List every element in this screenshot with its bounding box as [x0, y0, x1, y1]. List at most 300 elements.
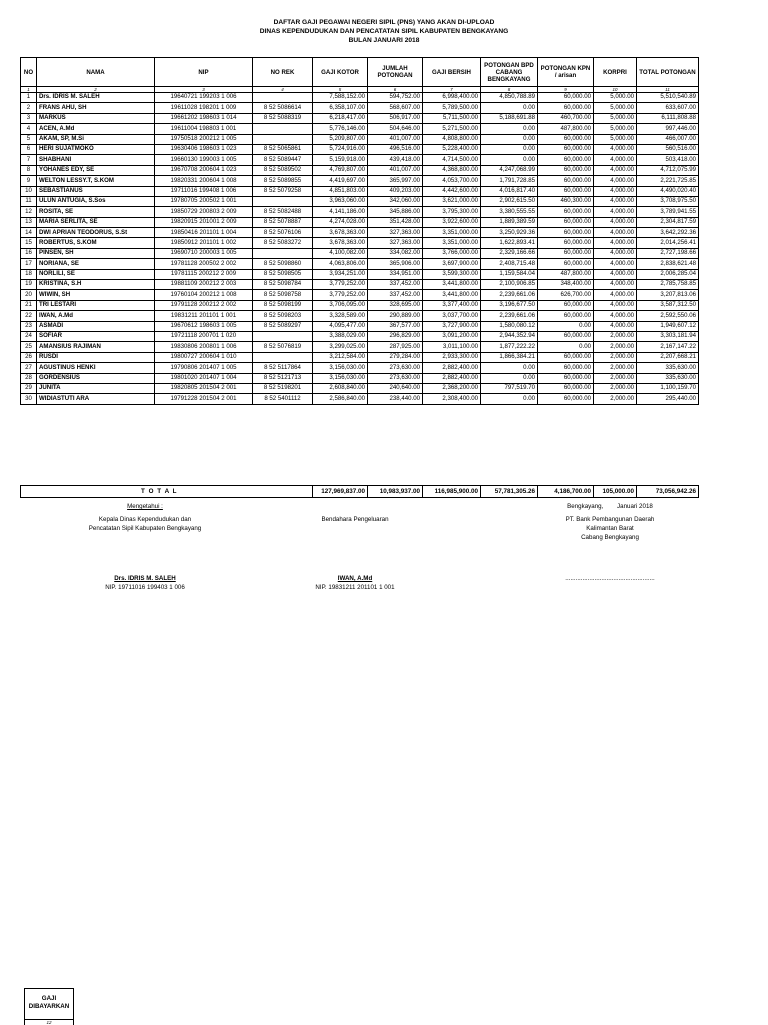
- column-header: NO: [21, 58, 37, 87]
- cell-no-rek: [253, 331, 313, 341]
- cell-nip: 19780705 200502 1 001: [155, 196, 253, 206]
- total-jumlah-potongan: 10,983,937.00: [368, 486, 423, 498]
- cell-potongan-kpn: 60,000.00: [538, 248, 594, 258]
- cell-nama: AKAM, SP, M.Si: [37, 134, 155, 144]
- cell-no-rek: 8 52 5083272: [253, 238, 313, 248]
- cell-no-rek: 8 52 5078887: [253, 217, 313, 227]
- table-row: [21, 176, 699, 186]
- cell-potongan-bpd: 0.00: [481, 144, 538, 154]
- cell-total-potongan: 997,446.00: [637, 124, 699, 134]
- cell-gaji-bersih: 4,442,600.00: [423, 186, 481, 196]
- cell-jumlah-potongan: 409,203.00: [368, 186, 423, 196]
- cell-gaji-bersih: 4,368,800.00: [423, 165, 481, 175]
- cell-potongan-bpd: 2,902,615.50: [481, 196, 538, 206]
- cell-gaji-bersih: 3,795,300.00: [423, 207, 481, 217]
- cell-no: 4: [21, 124, 37, 134]
- column-header: NIP: [155, 58, 253, 87]
- cell-nama: AGUSTINUS HENKI: [37, 363, 155, 373]
- cell-nama: KRISTINA, S.H: [37, 280, 155, 290]
- cell-korpri: 4,000.00: [594, 228, 637, 238]
- cell-nip: 19791128 200212 2 002: [155, 300, 253, 310]
- cell-gaji-kotor: 5,209,807.00: [313, 134, 368, 144]
- cell-jumlah-potongan: 401,007.00: [368, 165, 423, 175]
- cell-korpri: 4,000.00: [594, 311, 637, 321]
- cell-no-rek: 8 52 5088319: [253, 113, 313, 123]
- cell-potongan-bpd: 1,866,384.21: [481, 352, 538, 362]
- cell-no: 26: [21, 352, 37, 362]
- cell-gaji-bersih: 6,998,400.00: [423, 93, 481, 103]
- salary-table: [20, 57, 699, 405]
- cell-nip: 19670708 200604 1 023: [155, 165, 253, 175]
- cell-no-rek: 8 52 5117864: [253, 363, 313, 373]
- cell-gaji-bersih: 3,091,200.00: [423, 331, 481, 341]
- cell-total-potongan: 2,207,668.21: [637, 352, 699, 362]
- table-row: [21, 124, 699, 134]
- column-number: 10: [594, 87, 637, 93]
- cell-nama: WELTON LESSY.T, S.KOM: [37, 176, 155, 186]
- cell-gaji-bersih: 3,766,000.00: [423, 248, 481, 258]
- cell-total-potongan: 2,785,758.85: [637, 280, 699, 290]
- cell-korpri: 2,000.00: [594, 363, 637, 373]
- column-number: 11: [637, 87, 699, 93]
- cell-total-potongan: 5,510,540.89: [637, 93, 699, 103]
- table-body: [21, 93, 699, 405]
- cell-potongan-kpn: 60,000.00: [538, 259, 594, 269]
- cell-gaji-kotor: 3,934,251.00: [313, 269, 368, 279]
- cell-nip: 19790806 201407 1 005: [155, 363, 253, 373]
- cell-nama: HERI SUJATMOKO: [37, 144, 155, 154]
- cell-gaji-kotor: 3,156,030.00: [313, 373, 368, 383]
- cell-no-rek: 8 52 5098758: [253, 290, 313, 300]
- cell-no: 24: [21, 331, 37, 341]
- cell-no-rek: 8 52 5401112: [253, 394, 313, 404]
- cell-nip: 19660130 199003 1 005: [155, 155, 253, 165]
- cell-potongan-bpd: 1,889,389.59: [481, 217, 538, 227]
- table-row: [21, 186, 699, 196]
- column-header: POTONGAN KPN / arisan: [538, 58, 594, 87]
- cell-nama: WIDIASTUTI ARA: [37, 394, 155, 404]
- cell-gaji-kotor: 4,095,477.00: [313, 321, 368, 331]
- cell-no-rek: 8 52 5065861: [253, 144, 313, 154]
- cell-nip: 19850729 200803 2 009: [155, 207, 253, 217]
- cell-potongan-bpd: 2,944,352.94: [481, 331, 538, 341]
- title-line-1: DAFTAR GAJI PEGAWAI NEGERI SIPIL (PNS) YANG AKAN DI-UPLOAD: [273, 19, 495, 26]
- total-gaji-kotor: 127,969,837.00: [313, 486, 368, 498]
- column-number: 5: [313, 87, 368, 93]
- cell-nama: RUSDI: [37, 352, 155, 362]
- cell-jumlah-potongan: 594,752.00: [368, 93, 423, 103]
- cell-potongan-kpn: 60,000.00: [538, 228, 594, 238]
- cell-potongan-kpn: 60,000.00: [538, 373, 594, 383]
- total-total-potongan: 73,056,942.26: [637, 486, 699, 498]
- cell-potongan-kpn: 0.00: [538, 342, 594, 352]
- cell-no: 12: [21, 207, 37, 217]
- cell-no-rek: [253, 124, 313, 134]
- cell-potongan-bpd: 3,196,677.50: [481, 300, 538, 310]
- cell-no: 2: [21, 103, 37, 113]
- cell-jumlah-potongan: 296,829.00: [368, 331, 423, 341]
- cell-gaji-kotor: 3,706,095.00: [313, 300, 368, 310]
- cell-nama: PINSEN, SH: [37, 248, 155, 258]
- cell-total-potongan: 466,007.00: [637, 134, 699, 144]
- cell-jumlah-potongan: 273,630.00: [368, 363, 423, 373]
- cell-no: 7: [21, 155, 37, 165]
- cell-gaji-kotor: 4,141,186.00: [313, 207, 368, 217]
- table-row: [21, 373, 699, 383]
- cell-no-rek: [253, 352, 313, 362]
- cell-jumlah-potongan: 334,951.00: [368, 269, 423, 279]
- cell-korpri: 4,000.00: [594, 269, 637, 279]
- cell-total-potongan: 3,708,975.50: [637, 196, 699, 206]
- cell-gaji-kotor: 2,608,840.00: [313, 383, 368, 393]
- cell-gaji-kotor: 4,274,028.00: [313, 217, 368, 227]
- cell-no: 8: [21, 165, 37, 175]
- cell-nip: 19640721 199203 1 006: [155, 93, 253, 103]
- cell-gaji-bersih: 4,053,700.00: [423, 176, 481, 186]
- cell-total-potongan: 295,440.00: [637, 394, 699, 404]
- place-date: Bengkayang, Januari 2018: [567, 503, 653, 510]
- cell-potongan-kpn: 60,000.00: [538, 165, 594, 175]
- cell-potongan-bpd: 4,850,788.89: [481, 93, 538, 103]
- cell-total-potongan: 6,111,808.88: [637, 113, 699, 123]
- table-row: [21, 342, 699, 352]
- cell-korpri: 2,000.00: [594, 373, 637, 383]
- cell-jumlah-potongan: 345,886.00: [368, 207, 423, 217]
- mengetahui-label: Mengetahui :: [127, 503, 163, 510]
- cell-nip: 19820331 200604 1 008: [155, 176, 253, 186]
- cell-potongan-kpn: 60,000.00: [538, 300, 594, 310]
- signature-right: [535, 502, 685, 542]
- cell-korpri: 4,000.00: [594, 280, 637, 290]
- cell-potongan-kpn: 487,800.00: [538, 124, 594, 134]
- cell-gaji-kotor: 3,328,589.00: [313, 311, 368, 321]
- cell-total-potongan: 1,949,607.12: [637, 321, 699, 331]
- cell-korpri: 4,000.00: [594, 290, 637, 300]
- cell-no: 13: [21, 217, 37, 227]
- cell-total-potongan: 3,642,292.36: [637, 228, 699, 238]
- cell-potongan-bpd: 1,877,222.22: [481, 342, 538, 352]
- signature-middle: [290, 515, 420, 524]
- cell-total-potongan: 560,516.00: [637, 144, 699, 154]
- cell-potongan-bpd: 4,247,068.99: [481, 165, 538, 175]
- cell-no: 11: [21, 196, 37, 206]
- cell-potongan-kpn: 460,300.00: [538, 196, 594, 206]
- cell-potongan-kpn: 60,000.00: [538, 93, 594, 103]
- cell-no-rek: 8 52 5198201: [253, 383, 313, 393]
- title-line-3: BULAN JANUARI 2018: [348, 37, 420, 44]
- cell-potongan-bpd: 2,329,166.66: [481, 248, 538, 258]
- cell-jumlah-potongan: 287,925.00: [368, 342, 423, 352]
- cell-no-rek: 8 52 5082488: [253, 207, 313, 217]
- cell-potongan-kpn: 60,000.00: [538, 363, 594, 373]
- cell-potongan-kpn: 460,700.00: [538, 113, 594, 123]
- cell-potongan-bpd: 5,188,691.88: [481, 113, 538, 123]
- cell-korpri: 2,000.00: [594, 394, 637, 404]
- gaji-label: GAJI: [41, 995, 57, 1002]
- cell-gaji-bersih: 5,271,500.00: [423, 124, 481, 134]
- cell-total-potongan: 2,006,285.04: [637, 269, 699, 279]
- cell-jumlah-potongan: 367,577.00: [368, 321, 423, 331]
- cell-no: 1: [21, 93, 37, 103]
- cell-nip: 19760104 200212 1 008: [155, 290, 253, 300]
- total-table: [20, 485, 699, 498]
- cell-nip: 19850416 201101 1 004: [155, 228, 253, 238]
- left-signer-nip: NIP. 19711016 199403 1 006: [105, 584, 185, 591]
- cell-nama: ASMADI: [37, 321, 155, 331]
- right-title-line-1: PT. Bank Pembangunan Daerah: [565, 516, 655, 523]
- column-header: NAMA: [37, 58, 155, 87]
- cell-potongan-kpn: 60,000.00: [538, 155, 594, 165]
- cell-nama: ULUN ANTUGIA, S.Sos: [37, 196, 155, 206]
- column-header: KORPRI: [594, 58, 637, 87]
- cell-korpri: 2,000.00: [594, 342, 637, 352]
- cell-potongan-kpn: 487,800.00: [538, 269, 594, 279]
- cell-gaji-kotor: 5,159,918.00: [313, 155, 368, 165]
- cell-no-rek: 8 52 5089855: [253, 176, 313, 186]
- cell-gaji-kotor: 3,678,363.00: [313, 228, 368, 238]
- cell-korpri: 5,000.00: [594, 103, 637, 113]
- cell-nip: 19611028 198201 1 009: [155, 103, 253, 113]
- cell-gaji-bersih: 5,789,500.00: [423, 103, 481, 113]
- cell-no-rek: [253, 196, 313, 206]
- cell-jumlah-potongan: 327,363.00: [368, 228, 423, 238]
- right-signer-name: ....................................................: [565, 575, 655, 582]
- cell-potongan-kpn: 60,000.00: [538, 144, 594, 154]
- cell-potongan-kpn: 60,000.00: [538, 238, 594, 248]
- cell-no-rek: [253, 93, 313, 103]
- column-header: GAJI KOTOR: [313, 58, 368, 87]
- cell-gaji-kotor: 3,779,252.00: [313, 280, 368, 290]
- cell-total-potongan: 2,727,198.66: [637, 248, 699, 258]
- cell-korpri: 4,000.00: [594, 300, 637, 310]
- table-row: [21, 352, 699, 362]
- cell-no: 19: [21, 280, 37, 290]
- cell-nip: 19721118 200701 1 020: [155, 331, 253, 341]
- cell-gaji-bersih: 2,882,400.00: [423, 373, 481, 383]
- cell-jumlah-potongan: 342,060.00: [368, 196, 423, 206]
- cell-nip: 19801020 201407 1 004: [155, 373, 253, 383]
- cell-gaji-kotor: 5,724,916.00: [313, 144, 368, 154]
- column-header: NO REK: [253, 58, 313, 87]
- cell-nip: 19820915 201001 2 009: [155, 217, 253, 227]
- table-row: [21, 113, 699, 123]
- cell-gaji-bersih: 3,441,800.00: [423, 290, 481, 300]
- cell-gaji-bersih: 3,697,900.00: [423, 259, 481, 269]
- cell-no: 20: [21, 290, 37, 300]
- cell-no-rek: 8 52 5076106: [253, 228, 313, 238]
- cell-total-potongan: 2,014,256.41: [637, 238, 699, 248]
- total-korpri: 105,000.00: [594, 486, 637, 498]
- column-number: 1: [21, 87, 37, 93]
- cell-nip: 19690710 200003 1 005: [155, 248, 253, 258]
- cell-nip: 19711016 199408 1 006: [155, 186, 253, 196]
- cell-potongan-kpn: 60,000.00: [538, 394, 594, 404]
- cell-nama: ROSITA, SE: [37, 207, 155, 217]
- table-row: [21, 290, 699, 300]
- cell-nip: 19881109 200212 2 003: [155, 280, 253, 290]
- table-row: [21, 248, 699, 258]
- cell-gaji-bersih: 2,308,400.00: [423, 394, 481, 404]
- column-header: GAJI BERSIH: [423, 58, 481, 87]
- cell-korpri: 4,000.00: [594, 155, 637, 165]
- cell-no: 21: [21, 300, 37, 310]
- cell-gaji-bersih: 4,714,500.00: [423, 155, 481, 165]
- cell-potongan-bpd: 2,239,661.06: [481, 311, 538, 321]
- cell-jumlah-potongan: 327,363.00: [368, 238, 423, 248]
- cell-korpri: 5,000.00: [594, 93, 637, 103]
- cell-jumlah-potongan: 328,695.00: [368, 300, 423, 310]
- table-row: [21, 134, 699, 144]
- cell-gaji-kotor: 3,388,029.00: [313, 331, 368, 341]
- cell-potongan-bpd: 4,016,817.40: [481, 186, 538, 196]
- table-row: [21, 269, 699, 279]
- cell-nip: 19781128 200502 2 002: [155, 259, 253, 269]
- cell-nama: JUNITA: [37, 383, 155, 393]
- cell-gaji-kotor: 4,851,803.00: [313, 186, 368, 196]
- cell-potongan-kpn: 60,000.00: [538, 176, 594, 186]
- cell-potongan-kpn: 60,000.00: [538, 217, 594, 227]
- left-title-line-2: Pencatatan Sipil Kabupaten Bengkayang: [88, 525, 202, 532]
- table-row: [21, 144, 699, 154]
- cell-korpri: 4,000.00: [594, 196, 637, 206]
- cell-total-potongan: 335,630.00: [637, 373, 699, 383]
- cell-total-potongan: 2,221,725.85: [637, 176, 699, 186]
- table-row: [21, 363, 699, 373]
- cell-potongan-kpn: 0.00: [538, 321, 594, 331]
- cell-jumlah-potongan: 506,917.00: [368, 113, 423, 123]
- cell-no-rek: [253, 248, 313, 258]
- cell-jumlah-potongan: 568,607.00: [368, 103, 423, 113]
- cell-no: 16: [21, 248, 37, 258]
- cell-jumlah-potongan: 337,452.00: [368, 280, 423, 290]
- cell-nama: NORIANA, SE: [37, 259, 155, 269]
- cell-jumlah-potongan: 496,516.00: [368, 144, 423, 154]
- cell-gaji-bersih: 3,351,000.00: [423, 238, 481, 248]
- cell-potongan-bpd: 0.00: [481, 124, 538, 134]
- cell-gaji-bersih: 2,933,300.00: [423, 352, 481, 362]
- cell-total-potongan: 4,712,075.99: [637, 165, 699, 175]
- cell-gaji-kotor: 3,299,025.00: [313, 342, 368, 352]
- cell-no-rek: 8 52 5089502: [253, 165, 313, 175]
- table-row: [21, 383, 699, 393]
- document-title: [0, 18, 768, 45]
- gaji-column-number: 12: [25, 1019, 73, 1025]
- cell-gaji-kotor: 4,419,697.00: [313, 176, 368, 186]
- cell-gaji-kotor: 4,769,807.00: [313, 165, 368, 175]
- cell-gaji-kotor: 7,588,152.00: [313, 93, 368, 103]
- middle-signer-name: IWAN, A.Md: [337, 575, 373, 582]
- signature-left-name: [70, 574, 220, 592]
- cell-jumlah-potongan: 334,082.00: [368, 248, 423, 258]
- cell-no: 5: [21, 134, 37, 144]
- cell-total-potongan: 4,490,020.40: [637, 186, 699, 196]
- cell-no-rek: 8 52 5086614: [253, 103, 313, 113]
- cell-potongan-kpn: 60,000.00: [538, 207, 594, 217]
- cell-total-potongan: 2,304,817.59: [637, 217, 699, 227]
- cell-potongan-bpd: 1,159,584.04: [481, 269, 538, 279]
- cell-nama: DWI APRIAN TEODORUS, S.St: [37, 228, 155, 238]
- table-row: [21, 300, 699, 310]
- cell-jumlah-potongan: 365,997.00: [368, 176, 423, 186]
- cell-potongan-kpn: 60,000.00: [538, 134, 594, 144]
- cell-korpri: 2,000.00: [594, 383, 637, 393]
- cell-jumlah-potongan: 401,007.00: [368, 134, 423, 144]
- cell-total-potongan: 2,838,621.48: [637, 259, 699, 269]
- table-row: [21, 311, 699, 321]
- cell-nip: 19781115 200212 2 009: [155, 269, 253, 279]
- cell-gaji-kotor: 6,358,107.00: [313, 103, 368, 113]
- cell-gaji-kotor: 3,678,363.00: [313, 238, 368, 248]
- table-row: [21, 207, 699, 217]
- cell-no: 15: [21, 238, 37, 248]
- cell-gaji-kotor: 3,156,030.00: [313, 363, 368, 373]
- cell-korpri: 2,000.00: [594, 352, 637, 362]
- cell-potongan-kpn: 60,000.00: [538, 352, 594, 362]
- cell-korpri: 4,000.00: [594, 259, 637, 269]
- column-number: 3: [155, 87, 253, 93]
- table-row: [21, 331, 699, 341]
- cell-no: 10: [21, 186, 37, 196]
- cell-total-potongan: 633,607.00: [637, 103, 699, 113]
- cell-gaji-bersih: 3,351,000.00: [423, 228, 481, 238]
- cell-no-rek: [253, 134, 313, 144]
- table-row: [21, 321, 699, 331]
- cell-gaji-kotor: 4,100,082.00: [313, 248, 368, 258]
- signature-middle-name: [290, 574, 420, 592]
- cell-nama: SOFIAR: [37, 331, 155, 341]
- cell-no-rek: 8 52 5089447: [253, 155, 313, 165]
- cell-no-rek: 8 52 5098784: [253, 280, 313, 290]
- cell-korpri: 4,000.00: [594, 248, 637, 258]
- cell-nama: WIWIN, SH: [37, 290, 155, 300]
- cell-potongan-bpd: 2,408,715.48: [481, 259, 538, 269]
- cell-jumlah-potongan: 279,284.00: [368, 352, 423, 362]
- cell-gaji-kotor: 3,212,584.00: [313, 352, 368, 362]
- cell-gaji-bersih: 5,228,400.00: [423, 144, 481, 154]
- cell-no-rek: 8 52 5098505: [253, 269, 313, 279]
- cell-nip: 19611004 198803 1 001: [155, 124, 253, 134]
- cell-gaji-bersih: 3,011,100.00: [423, 342, 481, 352]
- cell-potongan-kpn: 60,000.00: [538, 103, 594, 113]
- cell-jumlah-potongan: 240,640.00: [368, 383, 423, 393]
- table-row: [21, 394, 699, 404]
- cell-nama: AMANSIUS RAJIMAN: [37, 342, 155, 352]
- cell-korpri: 4,000.00: [594, 207, 637, 217]
- column-number: 9: [538, 87, 594, 93]
- table-row: [21, 196, 699, 206]
- cell-jumlah-potongan: 337,452.00: [368, 290, 423, 300]
- cell-nama: IWAN, A.Md: [37, 311, 155, 321]
- cell-korpri: 4,000.00: [594, 238, 637, 248]
- cell-nama: ROBERTUS, S.KOM: [37, 238, 155, 248]
- total-row: [21, 486, 699, 498]
- cell-nama: YOHANES EDY, SE: [37, 165, 155, 175]
- cell-potongan-kpn: 60,000.00: [538, 186, 594, 196]
- middle-title: Bendahara Pengeluaran: [321, 516, 389, 523]
- cell-potongan-kpn: 348,400.00: [538, 280, 594, 290]
- cell-no: 28: [21, 373, 37, 383]
- cell-potongan-bpd: 3,380,555.55: [481, 207, 538, 217]
- left-signer-name: Drs. IDRIS M. SALEH: [114, 575, 176, 582]
- column-number: 2: [37, 87, 155, 93]
- total-label: T O T A L: [21, 486, 313, 498]
- cell-nip: 19791228 201504 2 001: [155, 394, 253, 404]
- cell-nip: 19661202 198603 1 014: [155, 113, 253, 123]
- cell-no-rek: 8 52 5089297: [253, 321, 313, 331]
- cell-potongan-kpn: 60,000.00: [538, 311, 594, 321]
- cell-potongan-bpd: 2,239,661.06: [481, 290, 538, 300]
- gaji-dibayarkan-box: [24, 988, 74, 1025]
